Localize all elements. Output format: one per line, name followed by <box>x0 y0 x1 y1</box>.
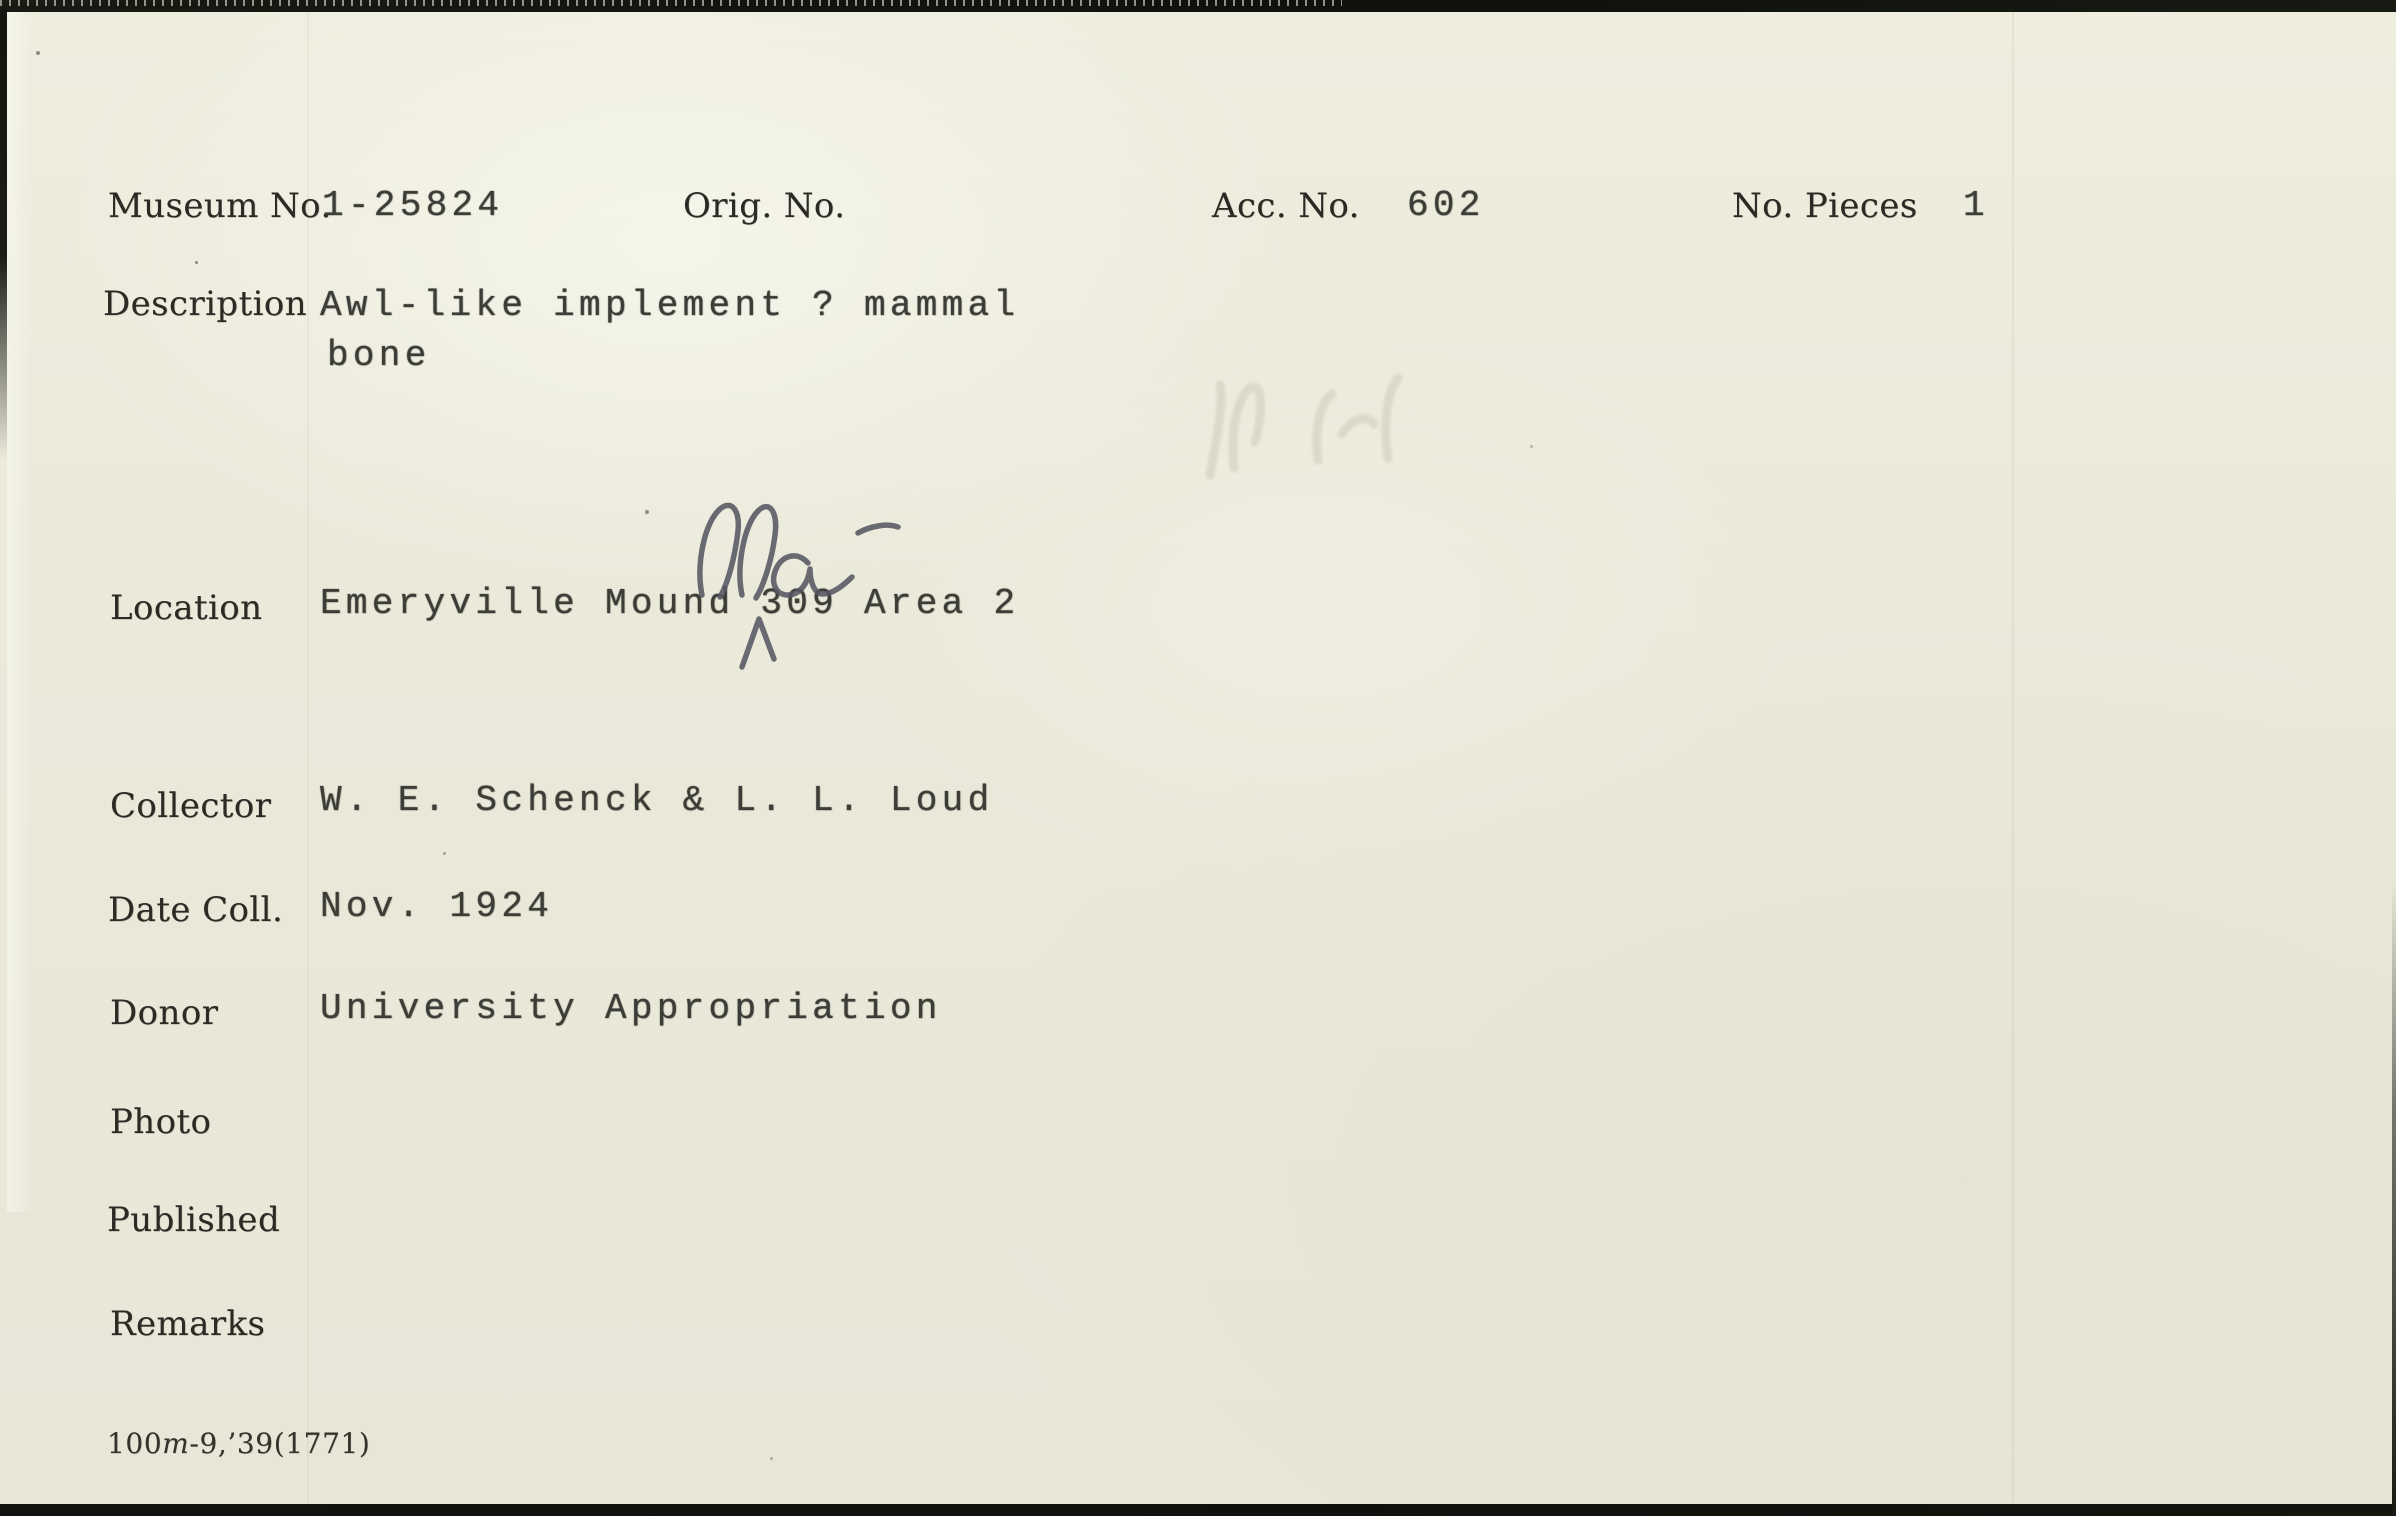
scan-seam-left <box>307 12 309 1504</box>
print-code-italic-m: m <box>162 1427 190 1460</box>
paper-speck <box>443 852 446 855</box>
card-edge-highlight <box>7 12 33 1212</box>
scan-edge-bottom <box>0 1504 2396 1516</box>
location-label: Location <box>110 588 263 628</box>
remarks-label: Remarks <box>110 1304 266 1344</box>
description-value-line2: bone <box>327 335 431 376</box>
description-value-line1: Awl-like implement ? mammal <box>320 285 1020 326</box>
paper-speck <box>36 51 40 55</box>
paper-speck <box>645 510 649 514</box>
date-coll-value: Nov. 1924 <box>320 886 554 927</box>
scan-edge-top <box>0 0 2396 12</box>
acc-no-label: Acc. No. <box>1212 186 1360 226</box>
paper-speck <box>195 261 198 264</box>
collector-label: Collector <box>110 786 272 826</box>
paper-speck <box>1530 445 1533 448</box>
no-pieces-label: No. Pieces <box>1732 186 1918 226</box>
donor-label: Donor <box>110 993 219 1033</box>
insertion-caret <box>742 619 774 667</box>
donor-value: University Appropriation <box>320 988 942 1029</box>
print-code-prefix: 100 <box>107 1427 163 1460</box>
print-code <box>107 1427 371 1460</box>
photo-label: Photo <box>110 1102 212 1142</box>
museum-no-value: 1-25824 <box>322 185 504 226</box>
acc-no-value: 602 <box>1407 185 1485 226</box>
museum-no-label: Museum No. <box>108 186 332 226</box>
description-label: Description <box>103 284 308 324</box>
orig-no-label: Orig. No. <box>683 186 846 226</box>
no-pieces-value: 1 <box>1963 185 1989 226</box>
print-code-suffix: -9,’39(1771) <box>189 1427 371 1460</box>
collector-value: W. E. Schenck & L. L. Loud <box>320 780 994 821</box>
scan-seam-right <box>2012 12 2014 1504</box>
scan-edge-left <box>0 10 7 460</box>
published-label: Published <box>107 1200 281 1240</box>
location-value: Emeryville Mound 309 Area 2 <box>320 583 1020 624</box>
reverse-side-bleed-through <box>1150 350 1450 520</box>
date-coll-label: Date Coll. <box>108 890 284 930</box>
scan-edge-right <box>2392 880 2396 1516</box>
paper-speck <box>770 1457 773 1460</box>
